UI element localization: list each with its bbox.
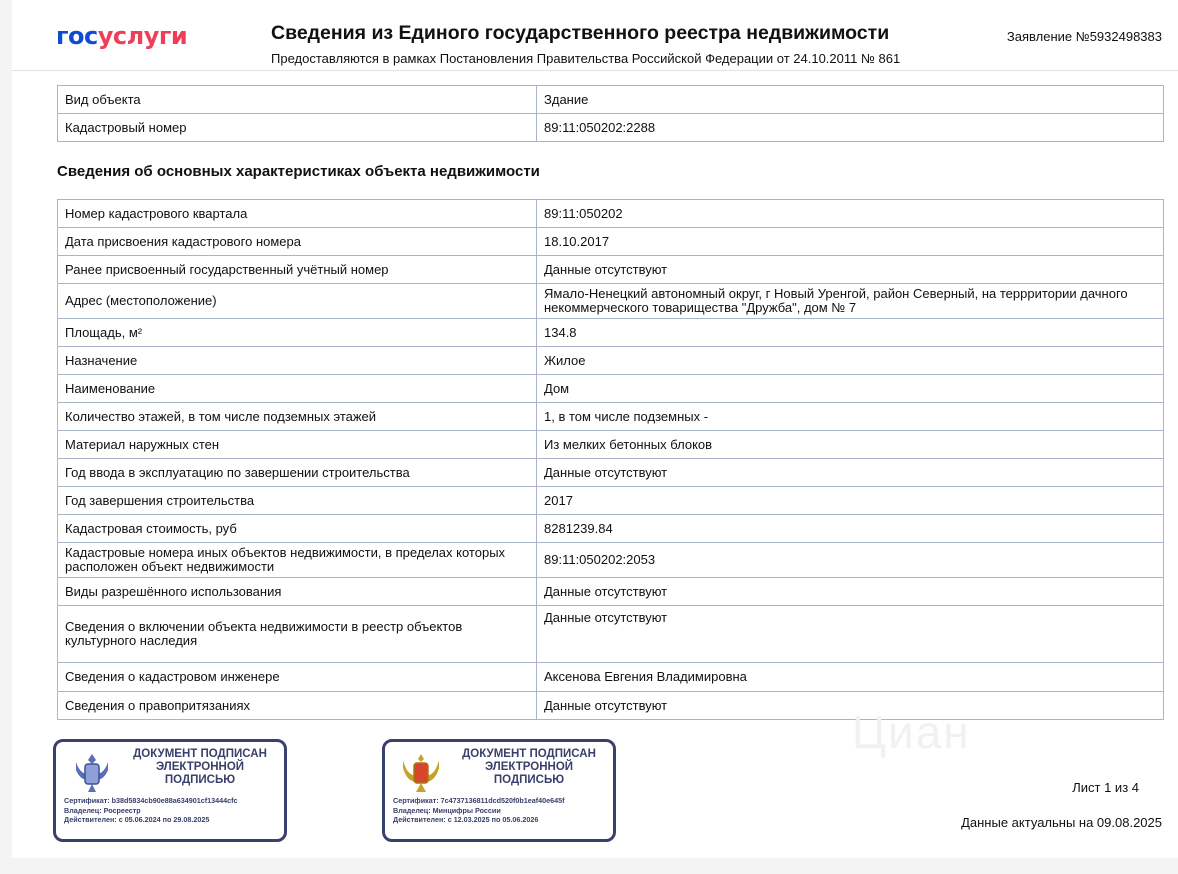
document-title: Сведения из Единого государственного реестра недвижимости	[271, 22, 890, 44]
table-row	[58, 200, 1164, 228]
row-key: Площадь, м²	[58, 319, 537, 347]
table-row	[58, 319, 1164, 347]
row-key: Год ввода в эксплуатацию по завершении строительства	[58, 459, 537, 487]
watermark: Циан	[852, 706, 971, 758]
row-key: Виды разрешённого использования	[58, 578, 537, 606]
stamp-owner: Владелец: Росреестр	[64, 805, 141, 815]
table-row	[58, 284, 1164, 319]
row-value: Аксенова Евгения Владимировна	[537, 663, 1164, 692]
table-row	[58, 403, 1164, 431]
row-key: Кадастровый номер	[58, 114, 537, 142]
row-value: Данные отсутствуют	[537, 459, 1164, 487]
row-value: Жилое	[537, 347, 1164, 375]
stamp-owner: Владелец: Минцифры России	[393, 805, 501, 815]
row-key: Сведения о включении объекта недвижимости в реестр объектов культурного наследия	[58, 606, 537, 663]
row-key: Кадастровая стоимость, руб	[58, 515, 537, 543]
row-value: Ямало-Ненецкий автономный округ, г Новый Уренгой, район Северный, на терpритории дачного некоммерческого товарищества "Дружба", дом № 7	[537, 284, 1164, 319]
signature-stamp-rosreestr	[53, 739, 287, 842]
row-value: 8281239.84	[537, 515, 1164, 543]
table-row	[58, 459, 1164, 487]
table-row	[58, 487, 1164, 515]
stamp-details	[393, 796, 565, 825]
row-key: Материал наружных стен	[58, 431, 537, 459]
data-actual-date: Данные актуальны на 09.08.2025	[961, 815, 1162, 830]
stamp-certificate: Сертификат: b38d5834cb90e88a634901cf13444cfc	[64, 796, 238, 805]
row-value: 1, в том числе подземных -	[537, 403, 1164, 431]
signature-stamp-mintsifry	[382, 739, 616, 842]
document-page	[12, 0, 1178, 858]
stamp-caption: ДОКУМЕНТ ПОДПИСАН ЭЛЕКТРОННОЙ ПОДПИСЬЮ	[462, 748, 596, 786]
row-value: Данные отсутствуют	[537, 578, 1164, 606]
row-value: Данные отсутствуют	[537, 606, 1164, 663]
row-key: Количество этажей, в том числе подземных этажей	[58, 403, 537, 431]
stamp-certificate: Сертификат: 7c4737136811dcd520f0b1eaf40e645f	[393, 796, 565, 805]
row-value: 89:11:050202:2053	[537, 543, 1164, 578]
table-row	[58, 692, 1164, 720]
row-value: Данные отсутствуют	[537, 256, 1164, 284]
table-row	[58, 114, 1164, 142]
table-row	[58, 431, 1164, 459]
row-value: 89:11:050202:2288	[537, 114, 1164, 142]
row-key: Наименование	[58, 375, 537, 403]
table-row	[58, 256, 1164, 284]
rosreestr-emblem-icon	[70, 750, 114, 794]
row-value: Дом	[537, 375, 1164, 403]
sheet-counter: Лист 1 из 4	[1072, 780, 1139, 795]
table-row	[58, 86, 1164, 114]
row-key: Дата присвоения кадастрового номера	[58, 228, 537, 256]
gosuslugi-logo[interactable]: госуслуги	[56, 22, 188, 50]
row-key: Сведения о кадастровом инженере	[58, 663, 537, 692]
table-row	[58, 543, 1164, 578]
table-row	[58, 578, 1164, 606]
table-row	[58, 347, 1164, 375]
row-key: Ранее присвоенный государственный учётный номер	[58, 256, 537, 284]
characteristics-table	[57, 199, 1164, 720]
table-row	[58, 228, 1164, 256]
row-key: Назначение	[58, 347, 537, 375]
row-value: Здание	[537, 86, 1164, 114]
object-table	[57, 85, 1164, 142]
document-subtitle: Предоставляются в рамках Постановления Правительства Российской Федерации от 24.10.2011 № 861	[271, 51, 901, 66]
row-key: Номер кадастрового квартала	[58, 200, 537, 228]
row-key: Год завершения строительства	[58, 487, 537, 515]
stamp-details	[64, 796, 238, 825]
row-key: Адрес (местоположение)	[58, 284, 537, 319]
stamp-caption: ДОКУМЕНТ ПОДПИСАН ЭЛЕКТРОННОЙ ПОДПИСЬЮ	[133, 748, 267, 786]
row-value: 18.10.2017	[537, 228, 1164, 256]
table-row	[58, 375, 1164, 403]
row-value: 2017	[537, 487, 1164, 515]
table-row	[58, 663, 1164, 692]
table-row	[58, 606, 1164, 663]
stamp-validity: Действителен: с 12.03.2025 по 05.06.2026	[393, 815, 539, 824]
stamp-validity: Действителен: с 05.06.2024 по 29.08.2025	[64, 815, 210, 824]
row-value: 89:11:050202	[537, 200, 1164, 228]
section-title: Сведения об основных характеристиках объекта недвижимости	[57, 163, 540, 180]
row-value: Из мелких бетонных блоков	[537, 431, 1164, 459]
table-row	[58, 515, 1164, 543]
coat-of-arms-icon	[399, 750, 443, 794]
row-key: Вид объекта	[58, 86, 537, 114]
row-key: Сведения о правопритязаниях	[58, 692, 537, 720]
row-key: Кадастровые номера иных объектов недвижимости, в пределах которых расположен объект недвижимости	[58, 543, 537, 578]
document-header	[12, 0, 1178, 71]
application-number: Заявление №5932498383	[1006, 29, 1162, 44]
row-value: 134.8	[537, 319, 1164, 347]
row-value: Данные отсутствуют	[537, 692, 1164, 720]
